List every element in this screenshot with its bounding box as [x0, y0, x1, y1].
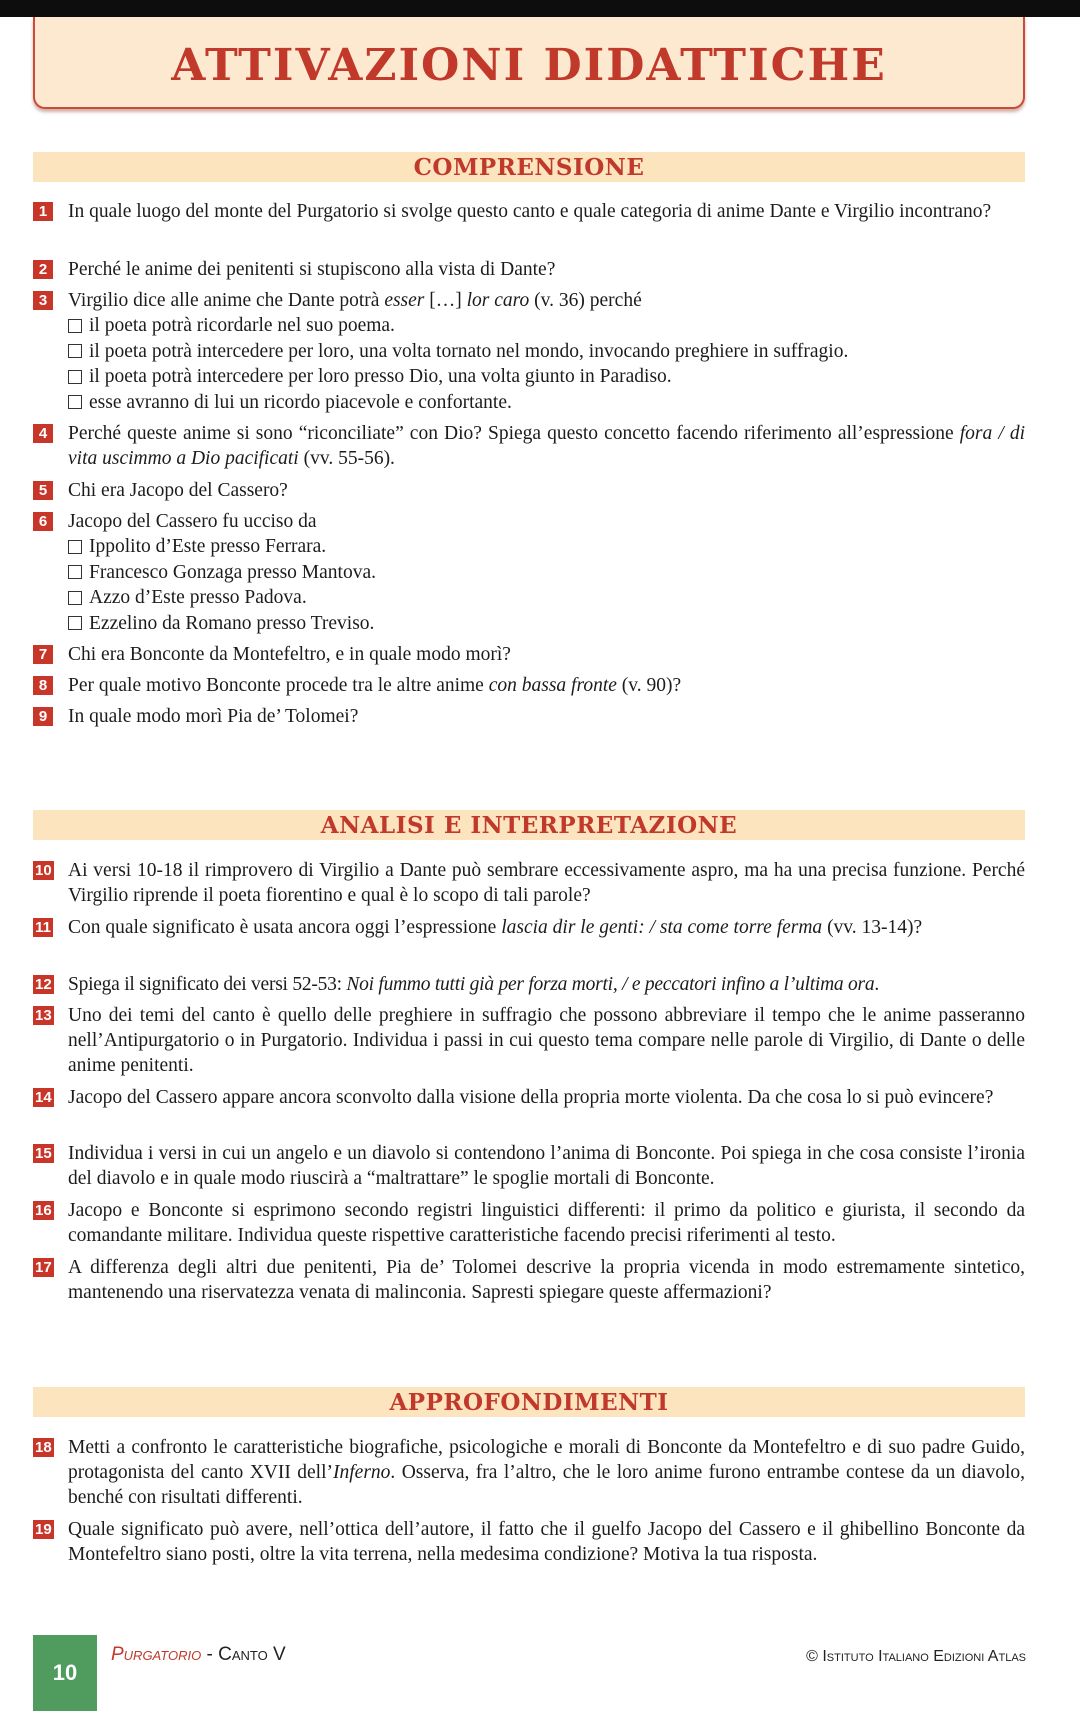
question-text: In quale modo morì Pia de’ Tolomei? — [68, 706, 359, 727]
question-16 — [33, 1198, 1025, 1248]
question-text: In quale luogo del monte del Purgatorio si svolge questo canto e quale categoria di anime Dante e Virgilio incontrano? — [68, 201, 992, 222]
question-text: Spiega il significato dei versi 52-53: Noi fummo tutti già per forza morti, / e peccatori infino a l’ultima ora. — [68, 974, 879, 995]
question-4 — [33, 421, 1025, 471]
question-2 — [33, 257, 1025, 282]
question-text: Chi era Bonconte da Montefeltro, e in quale modo morì? — [68, 644, 511, 665]
question-text: Perché queste anime si sono “riconciliate” con Dio? Spiega questo concetto facendo riferimento all’espressione fora / di vita uscimmo a Dio pacificati (vv. 55-56). — [68, 423, 1025, 469]
answer-options — [68, 313, 1025, 415]
section-header-analisi — [33, 810, 1025, 840]
question-text: Jacopo e Bonconte si esprimono secondo registri linguistici differenti: il primo da politico e giurista, il secondo da comandante militare. Individua queste rispettive caratteristiche facendo precisi riferimenti al testo. — [68, 1200, 1025, 1246]
checkbox[interactable] — [68, 370, 82, 384]
question-number: 1 — [33, 202, 53, 221]
question-number: 18 — [35, 1439, 52, 1456]
question-number: 13 — [35, 1007, 52, 1024]
checkbox[interactable] — [68, 540, 82, 554]
question-number: 8 — [33, 676, 53, 695]
question-11 — [33, 915, 1025, 940]
question-number: 16 — [35, 1202, 52, 1219]
section-title: ANALISI E INTERPRETAZIONE — [320, 811, 738, 839]
checkbox[interactable] — [68, 319, 82, 333]
question-17 — [33, 1255, 1025, 1305]
question-text: Perché le anime dei penitenti si stupiscono alla vista di Dante? — [68, 259, 556, 280]
answer-options — [68, 534, 1025, 636]
question-18 — [33, 1435, 1025, 1510]
answer-option[interactable]: il poeta potrà ricordarle nel suo poema. — [68, 313, 1025, 339]
checkbox[interactable] — [68, 395, 82, 409]
question-14 — [33, 1085, 1025, 1110]
question-number: 10 — [35, 862, 52, 879]
question-number: 6 — [33, 512, 53, 531]
question-3 — [33, 288, 1025, 415]
answer-option[interactable]: Francesco Gonzaga presso Mantova. — [68, 560, 1025, 586]
question-19 — [33, 1517, 1025, 1567]
question-text: Metti a confronto le caratteristiche biografiche, psicologiche e morali di Bonconte da Montefeltro e di suo padre Guido, protagonista del canto XVII dell’Inferno. Osserva, fra l’altro, che le loro anime furono entrambe contese da un diavolo, benché con risultati differenti. — [68, 1437, 1025, 1508]
question-number: 5 — [33, 481, 53, 500]
answer-option[interactable]: Azzo d’Este presso Padova. — [68, 585, 1025, 611]
question-text: Per quale motivo Bonconte procede tra le altre anime con bassa fronte (v. 90)? — [68, 675, 682, 696]
question-13 — [33, 1003, 1025, 1078]
question-text: Chi era Jacopo del Cassero? — [68, 480, 288, 501]
answer-option[interactable]: il poeta potrà intercedere per loro presso Dio, una volta giunto in Paradiso. — [68, 364, 1025, 390]
top-bar — [0, 0, 1080, 17]
question-number: 7 — [33, 645, 53, 664]
checkbox[interactable] — [68, 616, 82, 630]
section-title: APPROFONDIMENTI — [389, 1388, 669, 1416]
checkbox[interactable] — [68, 344, 82, 358]
question-15 — [33, 1141, 1025, 1191]
question-7 — [33, 642, 1025, 667]
question-text: A differenza degli altri due penitenti, Pia de’ Tolomei descrive la propria vicenda in modo estremamente sintetico, mantenendo una riservatezza venata di malinconia. Sapresti spiegare queste affermazioni? — [68, 1257, 1025, 1303]
answer-option[interactable]: il poeta potrà intercedere per loro, una volta tornato nel mondo, invocando preghiere in suffragio. — [68, 339, 1025, 365]
question-5 — [33, 478, 1025, 503]
question-12 — [33, 972, 1025, 997]
question-number: 14 — [35, 1089, 52, 1106]
question-number: 12 — [35, 976, 52, 993]
question-10 — [33, 858, 1025, 908]
page-title: ATTIVAZIONI DIDATTICHE — [171, 39, 887, 91]
question-8 — [33, 673, 1025, 698]
question-number: 3 — [33, 291, 53, 310]
question-number: 9 — [33, 707, 53, 726]
question-text: Ai versi 10-18 il rimprovero di Virgilio a Dante può sembrare eccessivamente aspro, ma ha una precisa funzione. Perché Virgilio riprende il poeta fiorentino e qual è lo scopo di tali parole? — [68, 860, 1025, 906]
checkbox[interactable] — [68, 565, 82, 579]
footer-book-title: Purgatorio - Canto V — [111, 1644, 286, 1665]
question-9 — [33, 704, 1025, 729]
answer-option[interactable]: Ezzelino da Romano presso Treviso. — [68, 611, 1025, 637]
question-text: Individua i versi in cui un angelo e un diavolo si contendono l’anima di Bonconte. Poi spiega in che cosa consiste l’ironia del diavolo e in quale modo riuscirà a “maltrattare” le spoglie mortali di Bonconte. — [68, 1143, 1025, 1189]
question-text: Uno dei temi del canto è quello delle preghiere in suffragio che possono abbreviare il tempo che le anime passeranno nell’Antipurgatorio o in Purgatorio. Individua i passi in cui questo tema compare nelle parole di Virgilio, di Dante o delle anime penitenti. — [68, 1005, 1025, 1076]
footer-publisher: © Istituto Italiano Edizioni Atlas — [806, 1648, 1026, 1665]
question-6 — [33, 509, 1025, 636]
question-number: 2 — [33, 260, 53, 279]
title-banner — [33, 17, 1025, 109]
question-number: 15 — [35, 1145, 52, 1162]
page-number: 10 — [33, 1635, 97, 1711]
answer-option[interactable]: Ippolito d’Este presso Ferrara. — [68, 534, 1025, 560]
section-header-approfondimenti — [33, 1387, 1025, 1417]
question-number: 4 — [33, 424, 53, 443]
question-text: Virgilio dice alle anime che Dante potrà esser […] lor caro (v. 36) perché — [68, 290, 642, 311]
question-text: Quale significato può avere, nell’ottica dell’autore, il fatto che il guelfo Jacopo del Cassero e il ghibellino Bonconte da Montefeltro siano posti, oltre la vita terrena, nella medesima condizione? Motiva la tua risposta. — [68, 1519, 1025, 1565]
question-1 — [33, 199, 1025, 224]
checkbox[interactable] — [68, 591, 82, 605]
section-header-comprensione — [33, 152, 1025, 182]
question-number: 17 — [35, 1259, 52, 1276]
question-number: 19 — [35, 1521, 52, 1538]
answer-option[interactable]: esse avranno di lui un ricordo piacevole e confortante. — [68, 390, 1025, 416]
question-text: Con quale significato è usata ancora oggi l’espressione lascia dir le genti: / sta come torre ferma (vv. 13-14)? — [68, 917, 923, 938]
question-text: Jacopo del Cassero appare ancora sconvolto dalla visione della propria morte violenta. Da che cosa lo si può evincere? — [68, 1087, 994, 1108]
question-number: 11 — [33, 918, 53, 937]
question-text: Jacopo del Cassero fu ucciso da — [68, 511, 317, 532]
section-title: COMPRENSIONE — [413, 153, 645, 181]
